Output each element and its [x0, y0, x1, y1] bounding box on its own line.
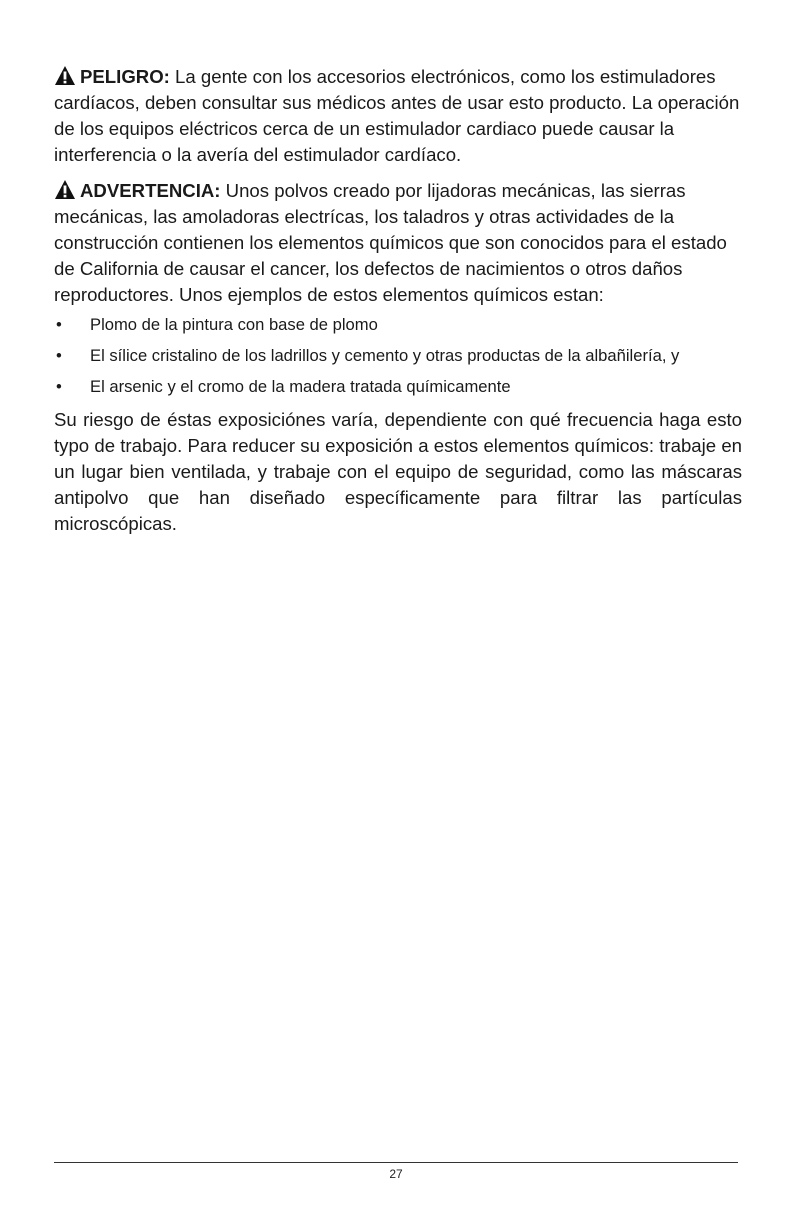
advertencia-heading: ADVERTENCIA: [80, 180, 221, 201]
peligro-paragraph [54, 64, 742, 168]
list-item-text: El sílice cristalino de los ladrillos y cemento y otras productas de la albañilería, y [90, 346, 680, 365]
list-item-text: Plomo de la pintura con base de plomo [90, 315, 378, 334]
page-content [54, 64, 742, 537]
bullet-icon: • [56, 377, 62, 396]
chemical-examples-list [54, 314, 742, 398]
peligro-text: La gente con los accesorios electrónicos, como los estimuladores cardíacos, deben consultar sus médicos antes de usar esto producto. La operación de los equipos eléctricos cerca de un estimulador cardiaco puede causar la interferencia o la avería del estimulador cardíaco. [54, 66, 740, 165]
footer-divider [54, 1162, 738, 1163]
advertencia-text: Unos polvos creado por lijadoras mecánicas, las sierras mecánicas, las amoladoras electrícas, los taladros y otras actividades de la construcción contienen los elementos químicos que son conocidos para el estado de California de causar el cancer, los defectos de nacimientos o otros daños reproductores. Unos ejemplos de estos elementos químicos estan: [54, 180, 727, 305]
bullet-icon: • [56, 315, 62, 334]
peligro-heading: PELIGRO: [80, 66, 170, 87]
page-number: 27 [389, 1167, 403, 1181]
list-item [54, 345, 742, 367]
advertencia-paragraph [54, 178, 742, 308]
list-item [54, 314, 742, 336]
list-item [54, 376, 742, 398]
warning-triangle-icon [54, 65, 76, 86]
exposure-risk-paragraph: Su riesgo de éstas exposiciónes varía, dependiente con qué frecuencia haga esto typo de trabajo. Para reducer su exposición a estos elementos químicos: trabaje en un lugar bien ventilada, y trabaje con el equipo de seguridad, como las máscaras antipolvo que han diseñado específicamente para filtrar las partículas microscópicas. [54, 409, 742, 534]
bullet-icon: • [56, 346, 62, 365]
warning-triangle-icon [54, 179, 76, 200]
list-item-text: El arsenic y el cromo de la madera tratada químicamente [90, 377, 511, 396]
